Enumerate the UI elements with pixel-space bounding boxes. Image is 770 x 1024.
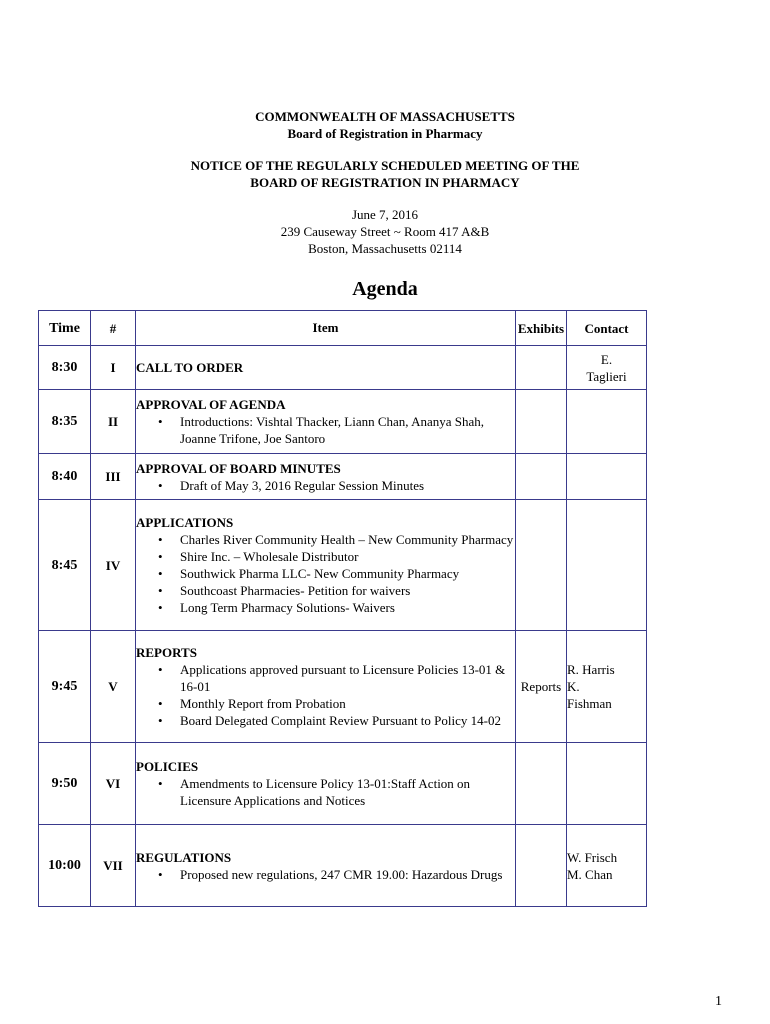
table-row bbox=[39, 390, 647, 454]
row-contact bbox=[567, 631, 647, 743]
item-bullet: • Long Term Pharmacy Solutions- Waivers bbox=[180, 599, 515, 616]
header-time: Time bbox=[39, 311, 91, 346]
row-contact bbox=[567, 743, 647, 825]
item-title: APPROVAL OF BOARD MINUTES bbox=[136, 460, 341, 476]
table-row bbox=[39, 825, 647, 907]
contact-line: M. Chan bbox=[567, 866, 613, 882]
row-number: VI bbox=[91, 743, 136, 825]
row-time: 9:50 bbox=[39, 743, 91, 825]
header-contact: Contact bbox=[567, 311, 647, 346]
row-time: 8:45 bbox=[39, 500, 91, 631]
row-item bbox=[136, 743, 516, 825]
item-bullet-list bbox=[136, 413, 515, 447]
item-bullet: • Monthly Report from Probation bbox=[180, 695, 515, 712]
table-row bbox=[39, 743, 647, 825]
header-notice-line2: BOARD OF REGISTRATION IN PHARMACY bbox=[250, 175, 520, 190]
item-bullet: • Southcoast Pharmacies- Petition for waivers bbox=[180, 582, 515, 599]
contact-line: E. bbox=[600, 351, 613, 367]
row-contact bbox=[567, 346, 647, 390]
row-exhibits bbox=[516, 500, 567, 631]
agenda-table bbox=[38, 310, 647, 907]
item-title: REGULATIONS bbox=[136, 849, 232, 865]
meeting-date: June 7, 2016 bbox=[351, 207, 419, 222]
table-row bbox=[39, 500, 647, 631]
contact-line: W. Frisch bbox=[567, 849, 618, 865]
row-exhibits: Reports bbox=[516, 631, 567, 743]
item-title: POLICIES bbox=[136, 759, 199, 774]
table-header-row bbox=[39, 311, 647, 346]
item-bullet-list bbox=[136, 531, 515, 616]
header-commonwealth: COMMONWEALTH OF MASSACHUSETTS bbox=[255, 109, 515, 124]
row-item bbox=[136, 631, 516, 743]
item-title: APPROVAL OF AGENDA bbox=[136, 397, 286, 412]
contact-line: Fishman bbox=[567, 696, 612, 711]
row-time: 9:45 bbox=[39, 631, 91, 743]
row-exhibits bbox=[516, 743, 567, 825]
row-number: II bbox=[91, 390, 136, 454]
item-title: REPORTS bbox=[136, 645, 197, 660]
row-time: 8:30 bbox=[39, 346, 91, 390]
item-bullet: • Charles River Community Health – New Community Pharmacy bbox=[180, 531, 515, 548]
table-row bbox=[39, 454, 647, 500]
table-row bbox=[39, 631, 647, 743]
header-num: # bbox=[91, 311, 136, 346]
header-notice-line1: NOTICE OF THE REGULARLY SCHEDULED MEETING OF THE bbox=[190, 158, 580, 173]
document-header bbox=[0, 108, 770, 301]
item-bullet-list bbox=[136, 477, 515, 494]
meeting-details bbox=[0, 206, 770, 257]
row-item bbox=[136, 390, 516, 454]
contact-line: Taglieri bbox=[586, 368, 627, 384]
row-number: V bbox=[91, 631, 136, 743]
row-contact bbox=[567, 500, 647, 631]
row-number: III bbox=[91, 454, 136, 500]
row-time: 8:40 bbox=[39, 454, 91, 500]
header-exhibits: Exhibits bbox=[516, 311, 567, 346]
row-item bbox=[136, 454, 516, 500]
header-notice bbox=[0, 157, 770, 191]
item-title: CALL TO ORDER bbox=[136, 360, 244, 375]
contact-line: R. Harris bbox=[567, 662, 615, 677]
row-number: I bbox=[91, 346, 136, 390]
row-time: 8:35 bbox=[39, 390, 91, 454]
item-bullet-list bbox=[136, 775, 515, 809]
row-contact bbox=[567, 454, 647, 500]
row-exhibits bbox=[516, 346, 567, 390]
row-time: 10:00 bbox=[39, 825, 91, 907]
row-exhibits bbox=[516, 390, 567, 454]
table-row bbox=[39, 346, 647, 390]
item-bullet: • Shire Inc. – Wholesale Distributor bbox=[180, 548, 515, 565]
meeting-city: Boston, Massachusetts 02114 bbox=[308, 241, 462, 256]
row-item bbox=[136, 500, 516, 631]
item-bullet-list bbox=[136, 661, 515, 729]
header-board: Board of Registration in Pharmacy bbox=[287, 126, 483, 141]
row-item bbox=[136, 346, 516, 390]
row-exhibits bbox=[516, 825, 567, 907]
row-contact bbox=[567, 390, 647, 454]
row-item bbox=[136, 825, 516, 907]
page-number: 1 bbox=[715, 994, 722, 1009]
item-bullet: • Southwick Pharma LLC- New Community Pharmacy bbox=[180, 565, 515, 582]
row-number: IV bbox=[91, 500, 136, 631]
item-title: APPLICATIONS bbox=[136, 515, 234, 530]
meeting-address: 239 Causeway Street ~ Room 417 A&B bbox=[280, 224, 490, 239]
item-bullet: • Introductions: Vishtal Thacker, Liann Chan, Ananya Shah, Joanne Trifone, Joe Santoro bbox=[180, 413, 515, 447]
contact-line: K. bbox=[567, 679, 580, 694]
row-exhibits bbox=[516, 454, 567, 500]
item-bullet: • Draft of May 3, 2016 Regular Session Minutes bbox=[180, 477, 515, 494]
item-bullet: • Amendments to Licensure Policy 13-01:Staff Action on Licensure Applications and Notices bbox=[180, 775, 515, 809]
item-bullet: • Applications approved pursuant to Licensure Policies 13-01 & 16-01 bbox=[180, 661, 515, 695]
item-bullet-list bbox=[136, 866, 515, 883]
agenda-title: Agenda bbox=[352, 278, 418, 300]
item-bullet: • Proposed new regulations, 247 CMR 19.00: Hazardous Drugs bbox=[180, 866, 515, 883]
row-contact bbox=[567, 825, 647, 907]
row-number: VII bbox=[91, 825, 136, 907]
header-item: Item bbox=[136, 311, 516, 346]
item-bullet: • Board Delegated Complaint Review Pursuant to Policy 14-02 bbox=[180, 712, 515, 729]
